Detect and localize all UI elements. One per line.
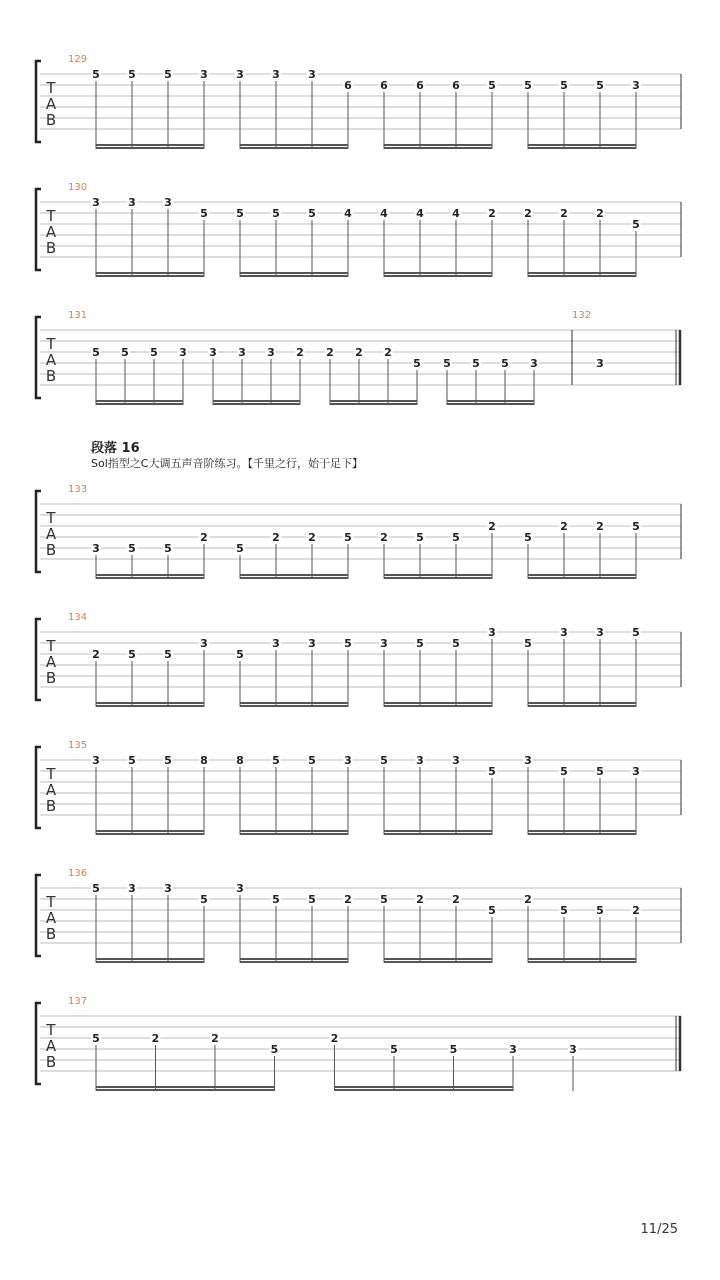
fret-number: 2 [524, 207, 532, 220]
fret-number: 5 [164, 754, 172, 767]
fret-number: 3 [128, 882, 136, 895]
fret-number: 3 [209, 346, 217, 359]
fret-number: 5 [632, 520, 640, 533]
tab-letter: T [46, 637, 56, 655]
fret-number: 8 [236, 754, 244, 767]
fret-number: 4 [380, 207, 388, 220]
fret-number: 2 [380, 531, 388, 544]
fret-number: 5 [488, 904, 496, 917]
fret-number: 5 [236, 207, 244, 220]
fret-number: 2 [330, 1032, 339, 1045]
fret-number: 2 [326, 346, 334, 359]
fret-number: 2 [488, 520, 496, 533]
fret-number: 5 [344, 637, 352, 650]
fret-number: 5 [632, 218, 640, 231]
fret-number: 5 [632, 626, 640, 639]
tab-letter: T [46, 79, 56, 97]
tab-letter: T [46, 207, 56, 225]
fret-number: 2 [296, 346, 304, 359]
measure-number: 132 [572, 310, 592, 321]
fret-number: 5 [560, 79, 568, 92]
fret-number: 2 [308, 531, 316, 544]
tab-letter: T [46, 893, 56, 911]
fret-number: 4 [344, 207, 352, 220]
fret-number: 5 [308, 207, 316, 220]
staff-bracket [36, 619, 41, 700]
fret-number: 5 [236, 648, 244, 661]
tab-letter: B [45, 669, 57, 687]
tab-letter: B [45, 797, 57, 815]
fret-number: 5 [308, 754, 316, 767]
section-title: 段落 16 [91, 441, 140, 456]
fret-number: 5 [164, 68, 172, 81]
fret-number: 3 [272, 68, 280, 81]
fret-number: 3 [164, 196, 172, 209]
fret-number: 5 [92, 882, 100, 895]
fret-number: 5 [272, 207, 280, 220]
tab-letter: A [45, 525, 57, 543]
fret-number: 2 [211, 1032, 219, 1045]
tab-letter: A [45, 1037, 57, 1055]
fret-number: 3 [92, 542, 100, 555]
fret-number: 3 [596, 626, 604, 639]
fret-number: 3 [530, 357, 538, 370]
fret-number: 5 [452, 531, 460, 544]
fret-number: 5 [344, 531, 352, 544]
fret-number: 5 [164, 648, 172, 661]
fret-number: 3 [200, 68, 208, 81]
fret-number: 5 [596, 765, 604, 778]
fret-number: 3 [416, 754, 424, 767]
fret-number: 5 [128, 542, 136, 555]
fret-number: 3 [488, 626, 496, 639]
tab-letter: A [45, 781, 57, 799]
tab-letter: A [45, 223, 57, 241]
fret-number: 5 [236, 542, 244, 555]
fret-number: 2 [560, 207, 568, 220]
fret-number: 3 [560, 626, 568, 639]
fret-number: 5 [121, 346, 129, 359]
fret-number: 2 [560, 520, 568, 533]
measure-number: 130 [68, 182, 88, 193]
tab-letter: B [45, 239, 57, 257]
fret-number: 3 [509, 1043, 517, 1056]
measure-number: 129 [68, 54, 88, 65]
fret-number: 5 [128, 648, 136, 661]
fret-number: 5 [413, 357, 421, 370]
page-number: 11/25 [640, 1222, 678, 1237]
fret-number: 5 [272, 754, 280, 767]
fret-number: 5 [452, 637, 460, 650]
staff-bracket [36, 747, 41, 828]
fret-number: 5 [416, 531, 424, 544]
fret-number: 5 [449, 1043, 458, 1056]
tab-letter: B [45, 367, 57, 385]
fret-number: 5 [380, 754, 388, 767]
tab-letter: T [46, 335, 56, 353]
fret-number: 5 [472, 357, 480, 370]
fret-number: 6 [380, 79, 388, 92]
fret-number: 5 [270, 1043, 279, 1056]
fret-number: 3 [200, 637, 208, 650]
measure-number: 137 [68, 996, 88, 1007]
fret-number: 5 [524, 637, 532, 650]
tab-letter: T [46, 765, 56, 783]
fret-number: 3 [344, 754, 352, 767]
fret-number: 5 [128, 754, 136, 767]
fret-number: 5 [560, 765, 568, 778]
fret-number: 2 [355, 346, 363, 359]
staff-bracket [36, 1003, 41, 1084]
fret-number: 6 [416, 79, 424, 92]
tab-letter: B [45, 925, 57, 943]
fret-number: 3 [596, 357, 604, 370]
fret-number: 5 [560, 904, 568, 917]
fret-number: 5 [596, 904, 604, 917]
fret-number: 3 [632, 765, 640, 778]
fret-number: 2 [272, 531, 280, 544]
fret-number: 5 [488, 765, 496, 778]
fret-number: 2 [524, 893, 532, 906]
staff-bracket [36, 317, 41, 398]
staff-bracket [36, 491, 41, 572]
measure-number: 135 [68, 740, 88, 751]
fret-number: 2 [384, 346, 392, 359]
fret-number: 2 [344, 893, 352, 906]
fret-number: 2 [416, 893, 424, 906]
fret-number: 3 [272, 637, 280, 650]
tab-letter: A [45, 653, 57, 671]
fret-number: 3 [308, 637, 316, 650]
fret-number: 3 [236, 882, 244, 895]
fret-number: 3 [128, 196, 136, 209]
fret-number: 2 [151, 1032, 160, 1045]
fret-number: 5 [443, 357, 451, 370]
fret-number: 3 [308, 68, 316, 81]
fret-number: 5 [92, 346, 100, 359]
fret-number: 6 [452, 79, 460, 92]
fret-number: 5 [524, 531, 532, 544]
fret-number: 2 [596, 207, 604, 220]
fret-number: 3 [524, 754, 532, 767]
fret-number: 5 [200, 893, 208, 906]
fret-number: 5 [380, 893, 388, 906]
fret-number: 3 [92, 754, 100, 767]
measure-number: 136 [68, 868, 88, 879]
tab-letter: T [46, 509, 56, 527]
staff-bracket [36, 189, 41, 270]
tab-letter: B [45, 111, 57, 129]
fret-number: 3 [236, 68, 244, 81]
fret-number: 2 [452, 893, 460, 906]
fret-number: 3 [92, 196, 100, 209]
fret-number: 2 [488, 207, 496, 220]
fret-number: 2 [92, 648, 100, 661]
fret-number: 5 [128, 68, 136, 81]
fret-number: 5 [390, 1043, 398, 1056]
fret-number: 5 [596, 79, 604, 92]
fret-number: 5 [272, 893, 280, 906]
fret-number: 5 [501, 357, 509, 370]
fret-number: 5 [150, 346, 158, 359]
staff-bracket [36, 875, 41, 956]
staff-bracket [36, 61, 41, 142]
tab-letter: B [45, 541, 57, 559]
fret-number: 5 [488, 79, 496, 92]
fret-number: 3 [267, 346, 275, 359]
fret-number: 5 [308, 893, 316, 906]
fret-number: 5 [524, 79, 532, 92]
fret-number: 3 [164, 882, 172, 895]
fret-number: 5 [416, 637, 424, 650]
tab-letter: T [46, 1021, 56, 1039]
tab-letter: B [45, 1053, 57, 1071]
measure-number: 133 [68, 484, 88, 495]
fret-number: 4 [416, 207, 424, 220]
tab-letter: A [45, 351, 57, 369]
fret-number: 5 [164, 542, 172, 555]
fret-number: 3 [238, 346, 246, 359]
fret-number: 2 [632, 904, 640, 917]
fret-number: 3 [179, 346, 187, 359]
fret-number: 3 [569, 1043, 577, 1056]
fret-number: 2 [596, 520, 604, 533]
fret-number: 5 [92, 68, 100, 81]
fret-number: 6 [344, 79, 352, 92]
fret-number: 3 [632, 79, 640, 92]
fret-number: 8 [200, 754, 208, 767]
tab-letter: A [45, 909, 57, 927]
section-description: Sol指型之C大调五声音阶练习。【千里之行，始于足下】 [91, 457, 363, 470]
measure-number: 134 [68, 612, 88, 623]
fret-number: 2 [200, 531, 208, 544]
fret-number: 4 [452, 207, 460, 220]
fret-number: 3 [380, 637, 388, 650]
fret-number: 5 [200, 207, 208, 220]
fret-number: 5 [92, 1032, 100, 1045]
measure-number: 131 [68, 310, 88, 321]
tab-letter: A [45, 95, 57, 113]
fret-number: 3 [452, 754, 460, 767]
